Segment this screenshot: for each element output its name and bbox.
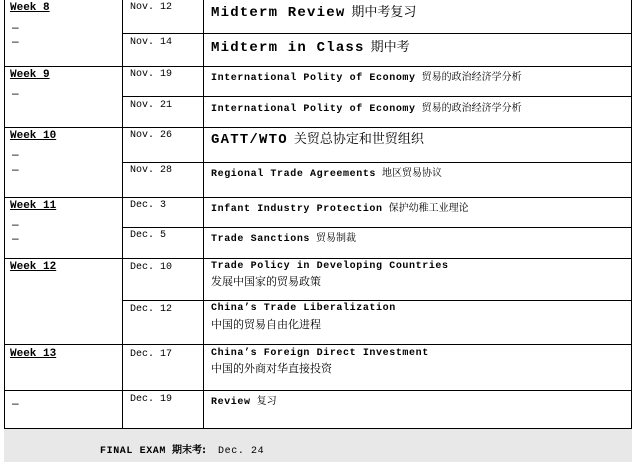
session-topic-english: China’s Trade Liberalization	[211, 303, 396, 314]
session-topic	[211, 229, 356, 245]
topic-chinese: 关贸总协定和世贸组织	[293, 132, 424, 147]
final-exam-line	[100, 441, 264, 457]
divider	[122, 33, 632, 34]
topic-english: Trade Sanctions	[211, 234, 311, 245]
session-date: Nov. 12	[130, 2, 173, 13]
session-date: Dec. 19	[130, 394, 173, 405]
week-label: Week 8	[10, 2, 50, 14]
topic-chinese: 期中考	[370, 40, 410, 55]
divider	[4, 428, 632, 429]
dash-mark: –	[12, 217, 19, 231]
session-topic	[211, 128, 424, 148]
topic-english: International Polity of Economy	[211, 104, 416, 115]
table-border-right	[631, 0, 632, 428]
divider	[122, 300, 632, 301]
table-border-left	[4, 0, 5, 428]
session-topic	[211, 199, 469, 215]
column-divider-week-date	[122, 0, 123, 428]
session-topic	[211, 392, 277, 408]
week-label: Week 12	[10, 261, 57, 273]
topic-english: International Polity of Economy	[211, 73, 416, 84]
topic-chinese: 复习	[256, 396, 277, 407]
dash-mark: –	[12, 86, 19, 100]
dash-mark: –	[12, 396, 19, 410]
session-topic	[211, 1, 416, 21]
session-date: Nov. 21	[130, 100, 173, 111]
final-exam-date: Dec. 24	[218, 446, 265, 457]
session-date: Dec. 10	[130, 262, 173, 273]
topic-chinese: 地区贸易协议	[382, 168, 443, 179]
session-date: Nov. 26	[130, 130, 173, 141]
session-date: Dec. 5	[130, 230, 167, 241]
session-topic-english: Trade Policy in Developing Countries	[211, 261, 449, 272]
session-date: Nov. 28	[130, 165, 173, 176]
topic-english: Infant Industry Protection	[211, 204, 383, 215]
topic-chinese: 贸易制裁	[316, 233, 357, 244]
week-label: Week 10	[10, 130, 57, 142]
dash-mark: –	[12, 20, 19, 34]
column-divider-date-topic	[203, 0, 204, 428]
dash-mark: –	[12, 162, 19, 176]
topic-english: Midterm in Class	[211, 40, 365, 56]
session-date: Nov. 19	[130, 69, 173, 80]
week-label: Week 9	[10, 69, 50, 81]
topic-english: Review	[211, 397, 251, 408]
final-exam-label: FINAL EXAM	[100, 446, 167, 457]
topic-chinese: 贸易的政治经济学分析	[421, 72, 522, 83]
divider	[4, 344, 632, 345]
session-date: Dec. 12	[130, 304, 173, 315]
divider	[4, 197, 632, 198]
session-date: Dec. 3	[130, 200, 167, 211]
session-topic-english: China’s Foreign Direct Investment	[211, 348, 429, 359]
topic-english: Regional Trade Agreements	[211, 169, 377, 180]
final-exam-label-chinese: 期末考:	[172, 445, 207, 456]
session-topic-chinese: 中国的外商对华直接投资	[211, 362, 332, 375]
session-topic-chinese: 中国的贸易自由化进程	[211, 318, 321, 331]
divider	[4, 390, 632, 391]
session-date: Dec. 17	[130, 349, 173, 360]
topic-english: Midterm Review	[211, 5, 346, 21]
session-date: Nov. 14	[130, 37, 173, 48]
topic-chinese: 期中考复习	[351, 5, 417, 20]
session-topic	[211, 99, 522, 115]
week-label: Week 11	[10, 200, 57, 212]
divider	[122, 96, 632, 97]
session-topic	[211, 36, 410, 56]
session-topic-chinese: 发展中国家的贸易政策	[211, 275, 321, 288]
dash-mark: –	[12, 34, 19, 48]
divider	[122, 227, 632, 228]
session-topic	[211, 164, 442, 180]
topic-chinese: 贸易的政治经济学分析	[421, 103, 522, 114]
topic-chinese: 保护幼稚工业理论	[388, 203, 469, 214]
divider	[4, 66, 632, 67]
divider	[4, 258, 632, 259]
session-topic	[211, 68, 522, 84]
week-label: Week 13	[10, 348, 57, 360]
dash-mark: –	[12, 231, 19, 245]
final-exam-band	[4, 428, 632, 462]
topic-english: GATT/WTO	[211, 132, 288, 148]
divider	[122, 162, 632, 163]
dash-mark: –	[12, 147, 19, 161]
